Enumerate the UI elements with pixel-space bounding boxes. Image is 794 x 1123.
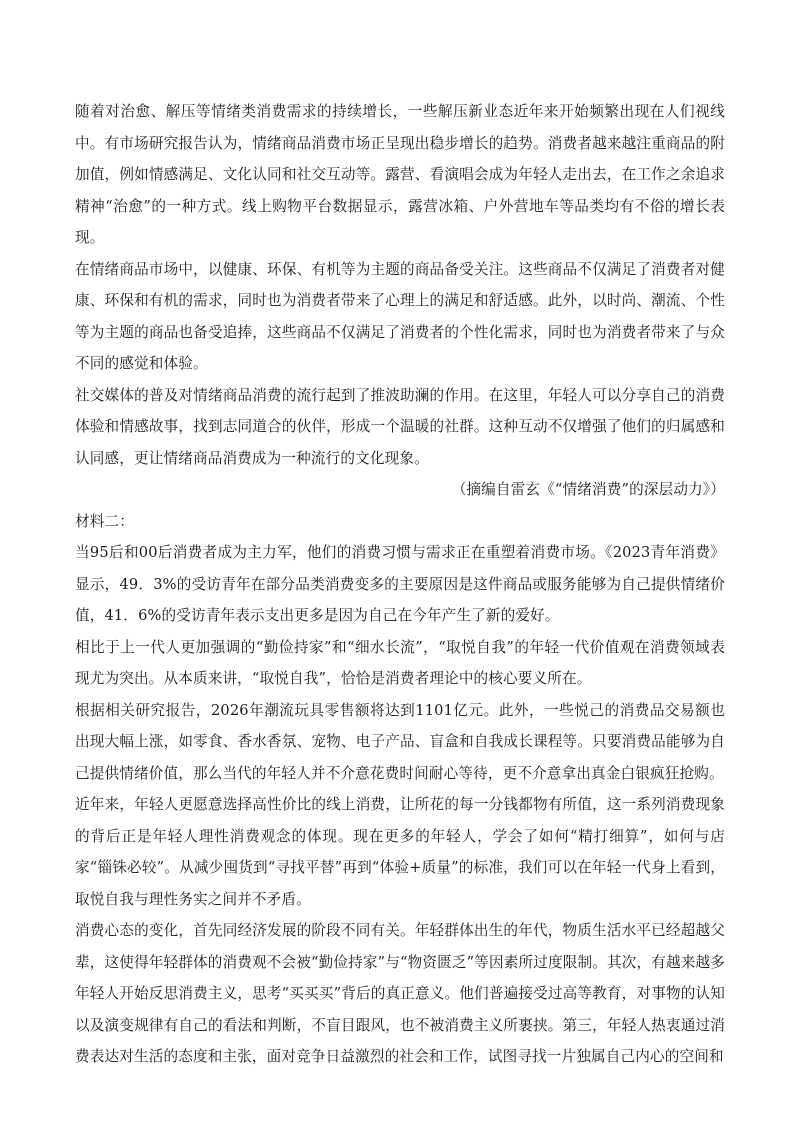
paragraph: 社交媒体的普及对情绪商品消费的流行起到了推波助澜的作用。在这里，年轻人可以分享自己的消费体验和情感故事，找到志同道合的伙伴，形成一个温暖的社群。这种互动不仅增强了他们的归属感和认同感，更让情绪商品消费成为一种流行的文化现象。 — [75, 386, 725, 467]
paragraph: 近年来，年轻人更愿意选择高性价比的线上消费，让所花的每一分钱都物有所值，这一系列消费现象的背后正是年轻人理性消费观念的体现。现在更多的年轻人，学会了如何“精打细算”，如何与店家“锱铢必较”。从减少囤货到“寻找平替”再到“体验+质量”的标准，我们可以在年轻一代身上看到，取悦自我与理性务实之间并不矛盾。 — [75, 796, 725, 908]
section-label: 材料二： — [75, 512, 134, 530]
source-citation: （摘编自雷玄《“情绪消费”的深层动力》） — [451, 481, 725, 498]
paragraph: 根据相关研究报告，2026年潮流玩具零售额将达到1101亿元。此外，一些悦己的消费品交易额也出现大幅上涨，如零食、香水香氛、宠物、电子产品、盲盒和自我成长课程等。只要消费品能够为自己提供情绪价值，那么当代的年轻人并不介意花费时间耐心等待，更不介意拿出真金白银疯狂抢购。 — [75, 701, 725, 782]
paragraph: 当95后和00后消费者成为主力军，他们的消费习惯与需求正在重塑着消费市场。《2023青年消费》显示，49．3%的受访青年在部分品类消费变多的主要原因是这件商品或服务能够为自己提供情绪价值，41．6%的受访青年表示支出更多是因为自己在今年产生了新的爱好。 — [75, 544, 725, 624]
document-page — [75, 96, 725, 1073]
paragraph: 在情绪商品市场中，以健康、环保、有机等为主题的商品备受关注。这些商品不仅满足了消费者对健康、环保和有机的需求，同时也为消费者带来了心理上的满足和舒适感。此外，以时尚、潮流、个性等为主题的商品也备受追捧，这些商品不仅满足了消费者的个性化需求，同时也为消费者带来了与众不同的感觉和体验。 — [75, 260, 725, 372]
paragraph: 消费心态的变化，首先同经济发展的阶段不同有关。年轻群体出生的年代，物质生活水平已经超越父辈，这使得年轻群体的消费观不会被“勤俭持家”与“物资匮乏”等因素所过度限制。其次，有越来越多年轻人开始反思消费主义，思考“买买买”背后的真正意义。他们普遍接受过高等教育，对事物的认知以及演变规律有自己的看法和判断，不盲目跟风，也不被消费主义所裹挟。第三，年轻人热衷通过消费表达对生活的态度和主张，面对竞争日益激烈的社会和工作，试图寻找一片独属自己内心的空间和 — [75, 922, 725, 1065]
paragraph: 随着对治愈、解压等情绪类消费需求的持续增长，一些解压新业态近年来开始频繁出现在人们视线中。有市场研究报告认为，情绪商品消费市场正呈现出稳步增长的趋势。消费者越来越注重商品的附加值，例如情感满足、文化认同和社交互动等。露营、看演唱会成为年轻人走出去，在工作之余追求精神“治愈”的一种方式。线上购物平台数据显示，露营冰箱、户外营地车等品类均有不俗的增长表现。 — [75, 103, 725, 246]
paragraph: 相比于上一代人更加强调的“勤俭持家”和“细水长流”，“取悦自我”的年轻一代价值观在消费领域表现尤为突出。从本质来讲，“取悦自我”，恰恰是消费者理论中的核心要义所在。 — [75, 638, 725, 687]
